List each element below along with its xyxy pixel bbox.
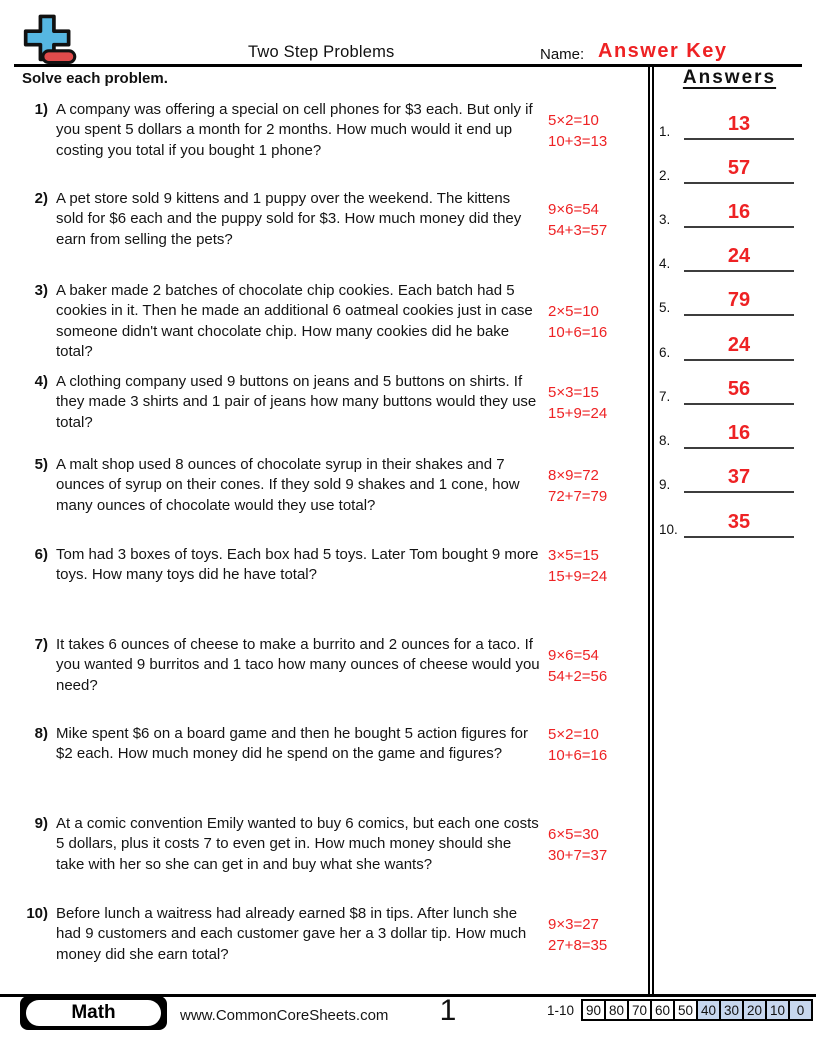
answer-number: 10. (659, 522, 678, 537)
answer-blank (684, 422, 794, 449)
problem-number: 10) (26, 905, 48, 922)
problem-2 (20, 189, 648, 250)
answer-row-5 (659, 284, 794, 316)
answer-number: 8. (659, 433, 671, 448)
problem-9 (20, 814, 648, 875)
answer-number: 5. (659, 300, 671, 315)
work-line-1: 8×9=72 (548, 466, 599, 484)
problem-text: Mike spent $6 on a board game and then he bought 5 action figures for $2 each. How much money did he spend on the game and figures? (56, 725, 528, 763)
problem-work (548, 199, 648, 241)
answer-value: 24 (727, 245, 751, 267)
score-cell: 10 (765, 999, 790, 1021)
problem-work (548, 465, 648, 507)
problem-10 (20, 904, 648, 965)
score-range-label: 1-10 (546, 1002, 574, 1018)
math-badge (20, 996, 167, 1030)
answer-number: 3. (659, 212, 671, 227)
score-cell: 40 (696, 999, 721, 1021)
answer-blank (684, 157, 794, 184)
answer-key-label: Answer Key (598, 40, 728, 62)
work-line-2: 10+6=16 (548, 323, 608, 341)
website-url: www.CommonCoreSheets.com (180, 1007, 389, 1024)
problem-work (548, 645, 648, 687)
answer-value: 35 (727, 511, 751, 533)
problem-work (548, 301, 648, 343)
problem-number: 3) (34, 282, 48, 299)
problem-number: 8) (34, 725, 48, 742)
score-cell: 30 (719, 999, 744, 1021)
score-table (581, 999, 813, 1021)
answer-row-7 (659, 373, 794, 405)
work-line-2: 30+7=37 (548, 846, 608, 864)
problem-8 (20, 724, 648, 766)
problem-work (548, 824, 648, 866)
problem-number: 9) (34, 815, 48, 832)
problem-number: 6) (34, 546, 48, 563)
problem-work (548, 724, 648, 766)
answer-blank (684, 201, 794, 228)
math-badge-label: Math (26, 1000, 161, 1026)
score-cell: 80 (604, 999, 629, 1021)
problem-work (548, 914, 648, 956)
answer-row-10 (659, 506, 794, 538)
work-line-2: 54+3=57 (548, 221, 608, 239)
answers-panel (655, 0, 816, 995)
answer-blank (684, 466, 794, 493)
score-cell: 60 (650, 999, 675, 1021)
answer-value: 37 (727, 466, 751, 488)
problem-text: At a comic convention Emily wanted to buy 6 comics, but each one costs 5 dollars, plus it costs 7 to even get in. How much money should she take with her so she can get in and buy what she wants? (56, 815, 539, 873)
problem-number: 4) (34, 373, 48, 390)
answer-value: 16 (727, 422, 751, 444)
answer-row-2 (659, 152, 794, 184)
answer-row-6 (659, 329, 794, 361)
work-line-1: 5×3=15 (548, 383, 599, 401)
problem-7 (20, 635, 648, 696)
answers-title: Answers (682, 67, 777, 88)
answer-number: 6. (659, 345, 671, 360)
work-line-1: 3×5=15 (548, 547, 599, 564)
answer-row-8 (659, 417, 794, 449)
problem-text: A pet store sold 9 kittens and 1 puppy over the weekend. The kittens sold for $6 each and the puppy sold for $3. How much money did they earn from selling the pets? (56, 190, 522, 248)
answer-blank (684, 289, 794, 316)
problem-text: A malt shop used 8 ounces of chocolate syrup in their shakes and 7 ounces of syrup on their cones. If they sold 9 shakes and 1 cone, how many ounces of chocolate would they use total? (56, 456, 520, 514)
answer-row-4 (659, 240, 794, 272)
answer-blank (684, 113, 794, 140)
answer-value: 13 (727, 113, 751, 135)
problem-text: A clothing company used 9 buttons on jeans and 5 buttons on shirts. If they made 3 shirts and 1 pair of jeans how many buttons would they use total? (56, 373, 537, 431)
problem-number: 2) (34, 190, 48, 207)
page-number: 1 (439, 994, 457, 1027)
work-line-2: 15+9=24 (548, 404, 608, 422)
answer-row-1 (659, 108, 794, 140)
work-line-2: 27+8=35 (548, 936, 608, 954)
work-line-2: 72+7=79 (548, 487, 608, 505)
name-label: Name: (540, 46, 585, 63)
work-line-2: 15+9=24 (548, 568, 608, 585)
answer-value: 16 (727, 201, 751, 223)
answer-number: 9. (659, 477, 671, 492)
problem-text: Before lunch a waitress had already earned $8 in tips. After lunch she had 9 customers and each customer gave her a 3 dollar tip. How much money did she earn total? (56, 905, 527, 963)
problem-work (548, 382, 648, 424)
answer-row-3 (659, 196, 794, 228)
answer-number: 4. (659, 256, 671, 271)
answer-value: 24 (727, 334, 751, 356)
problem-text: Tom had 3 boxes of toys. Each box had 5 toys. Later Tom bought 9 more toys. How many toys did he have total? (56, 546, 539, 584)
answer-value: 57 (727, 157, 751, 179)
problem-work (548, 110, 648, 152)
answer-number: 7. (659, 389, 671, 404)
problem-number: 7) (34, 636, 48, 653)
answer-value: 56 (727, 378, 751, 400)
score-cell: 0 (788, 999, 813, 1021)
instructions: Solve each problem. (22, 70, 168, 87)
score-cell: 20 (742, 999, 767, 1021)
problem-text: It takes 6 ounces of cheese to make a burrito and 2 ounces for a taco. If you wanted 9 burritos and 1 taco how many ounces of cheese would you need? (56, 636, 540, 694)
column-divider (648, 66, 654, 995)
work-line-1: 6×5=30 (548, 825, 599, 843)
work-line-2: 10+3=13 (548, 132, 608, 150)
problem-5 (20, 455, 648, 516)
answer-value: 79 (727, 289, 751, 311)
work-line-1: 5×2=10 (548, 111, 599, 129)
problem-text: A company was offering a special on cell phones for $3 each. But only if you spent 5 dollars a month for 2 months. How much would it end up costing you total if you bought 1 phone? (56, 101, 533, 159)
score-cell: 90 (581, 999, 606, 1021)
work-line-1: 9×6=54 (548, 200, 599, 218)
problems-area (20, 0, 648, 995)
answer-number: 2. (659, 168, 671, 183)
problem-3 (20, 281, 648, 363)
problem-1 (20, 100, 648, 161)
answer-blank (684, 245, 794, 272)
problem-6 (20, 545, 648, 587)
answer-blank (684, 378, 794, 405)
work-line-1: 2×5=10 (548, 302, 599, 320)
work-line-2: 10+6=16 (548, 747, 608, 764)
problem-work (548, 545, 648, 587)
page-title: Two Step Problems (248, 43, 395, 61)
work-line-1: 9×3=27 (548, 915, 599, 933)
score-area (547, 999, 813, 1021)
score-cell: 70 (627, 999, 652, 1021)
answer-blank (684, 511, 794, 538)
work-line-1: 9×6=54 (548, 646, 599, 664)
problem-number: 5) (34, 456, 48, 473)
answer-number: 1. (659, 124, 671, 139)
problem-4 (20, 372, 648, 433)
problem-number: 1) (34, 101, 48, 118)
work-line-1: 5×2=10 (548, 726, 599, 743)
answer-row-9 (659, 461, 794, 493)
answer-blank (684, 334, 794, 361)
work-line-2: 54+2=56 (548, 667, 608, 685)
score-cell: 50 (673, 999, 698, 1021)
problem-text: A baker made 2 batches of chocolate chip cookies. Each batch had 5 cookies in it. Then he made an additional 6 oatmeal cookies just in case someone didn't want chocolate chip. How many cookies did he bake total? (56, 282, 533, 361)
